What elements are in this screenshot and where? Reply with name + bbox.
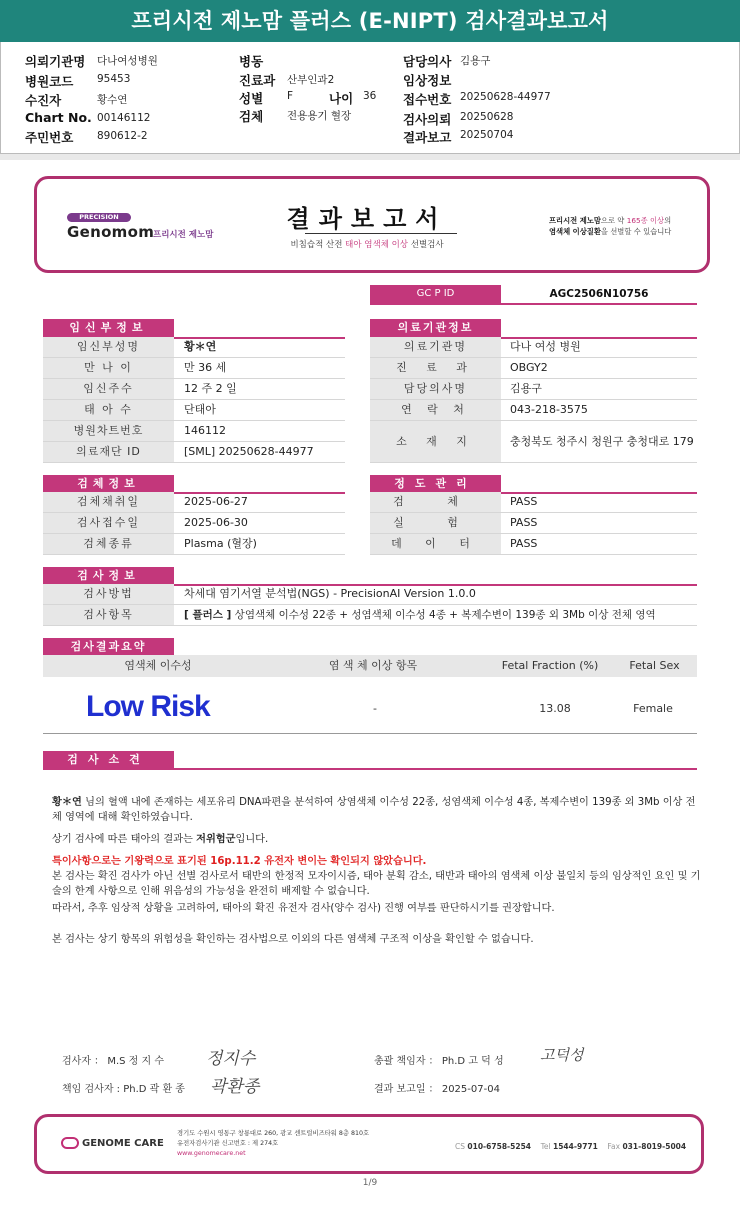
precision-badge: PRECISION	[67, 213, 131, 222]
header-field: 병원코드	[25, 74, 74, 89]
page-number: 1/9	[362, 1178, 378, 1188]
header-field: 수진자	[25, 93, 62, 108]
section-institution-head: 의료기관정보	[370, 319, 501, 337]
header-value: 20250628	[460, 111, 514, 123]
table-row: 임신부성명 황＊연	[43, 337, 345, 358]
section-test-head: 검사정보	[43, 567, 174, 585]
summary-col-sex: Fetal Sex	[629, 659, 680, 672]
section-pregnant-head: 임신부정보	[43, 319, 174, 337]
table-row: 담당의사명 김용구	[370, 379, 697, 400]
section-summary-head: 검사결과요약	[43, 638, 174, 656]
header-field: 성별	[239, 91, 264, 106]
footer-address: 경기도 수원시 영통구 창룡대로 260, 광교 센트럴비즈타워 8층 810호 유전자검사기관 신고번호 : 제 274호 www.genomecare.net	[177, 1130, 370, 1157]
genomom-logo-sub: 프리시전 제노맘	[153, 230, 214, 240]
report-date-line: 결과 보고일 ： 2025-07-04	[374, 1084, 500, 1095]
gcpid-underline	[370, 303, 697, 305]
summary-col-aneuploidy: 염색체 이수성	[124, 659, 192, 672]
section-specimen-head: 검체정보	[43, 475, 174, 493]
genomom-logo: Genomom	[67, 223, 155, 241]
table-row: 의료재단 ID [SML] 20250628-44977	[43, 442, 345, 463]
summary-col-abnormal: 염 색 체 이상 항목	[328, 659, 418, 672]
header-value: 다나여성병원	[97, 55, 158, 67]
genome-care-icon	[61, 1137, 79, 1149]
chief-signature: 고덕성	[540, 1046, 584, 1064]
header-value: 산부인과2	[287, 74, 335, 86]
abnormal-value: -	[373, 702, 377, 715]
report-tagline: 프리시전 제노맘으로 약 165종 이상의 염색체 이상질환을 선별할 수 있습니다	[549, 216, 672, 236]
table-row: 검사방법 차세대 염기서열 분석법(NGS) - PrecisionAI Version 1.0.0	[43, 584, 697, 605]
opinion-special-note: 특이사항으로는 기왕력으로 표기된 16p.11.2 유전자 변이는 확인되지 않았습니다.	[52, 856, 427, 867]
report-header-frame	[34, 176, 710, 273]
opinion-para-2: 상기 검사에 따른 태아의 결과는 저위험군입니다.	[52, 834, 269, 845]
header-field: 주민번호	[25, 130, 74, 145]
responsible-line: 책임 검사자 : Ph.D 곽 환 종	[62, 1084, 185, 1095]
table-row: 소 재 지 충청북도 청주시 청원구 충청대로 179	[370, 421, 697, 463]
responsible-signature: 곽환종	[210, 1077, 260, 1097]
header-value: 전용용기 혈장	[287, 110, 352, 122]
opinion-para-1: 황＊연 님의 혈액 내에 존재하는 세포유리 DNA파편을 분석하여 상염색체 이수성 22종, 성염색체 이수성 4종, 복제수변이 139종 외 3Mb 이상 전체 영역에 대해 확인하였습니다.	[52, 797, 696, 823]
header-field: 접수번호	[403, 92, 452, 107]
table-row: 검사항목 [ 플러스 ] 상염색체 이수성 22종 + 성염색체 이수성 4종 + 복제수변이 139종 외 3Mb 이상 전체 영역	[43, 605, 697, 626]
table-row: 검체채취일 2025-06-27	[43, 492, 345, 513]
table-row: 임신주수 12 주 2 일	[43, 379, 345, 400]
opinion-para-4: 본 검사는 확진 검사가 아닌 선별 검사로서 태반의 한정적 모자이시즘, 태아 분획 감소, 태반과 태아의 염색체 이상 불일치 등의 임상적인 요인 및 기술의 한계 사항으로 인해 위음성의 가능성을 완전히 배제할 수 없습니다.	[52, 871, 701, 897]
header-field: 담당의사	[403, 54, 452, 69]
risk-result: Low Risk	[86, 690, 210, 723]
header-value: 36	[363, 90, 377, 102]
report-title: 프리시전 제노맘 플러스 (E-NIPT) 검사결과보고서	[0, 0, 740, 42]
opinion-para-6: 본 검사는 상기 항목의 위험성을 확인하는 검사법으로 이외의 다른 염색체 구조적 이상을 확인할 수 없습니다.	[52, 934, 534, 945]
chief-line: 총괄 책임자 ： Ph.D 고 덕 성	[374, 1056, 504, 1067]
report-main-title: 결과보고서	[286, 205, 448, 233]
header-value: 00146112	[97, 112, 151, 124]
report-subtitle: 비침습적 산전 태아 염색체 이상 선별검사	[290, 240, 444, 250]
summary-bottom-line	[43, 733, 697, 734]
divider	[0, 154, 740, 160]
gcpid-label: GC P ID	[370, 285, 501, 303]
header-field: 결과보고	[403, 130, 452, 145]
header-field: 병동	[239, 54, 264, 69]
header-field: 검체	[239, 109, 264, 124]
header-value: 20250628-44977	[460, 91, 551, 103]
section-line	[43, 768, 697, 770]
table-row: 검 체 PASS	[370, 492, 697, 513]
footer-contacts: CS 010-6758-5254 Tel 1544-9771 Fax 031-8019-5004	[455, 1142, 687, 1151]
header-value: 김용구	[460, 55, 491, 67]
table-row: 검사접수일 2025-06-30	[43, 513, 345, 534]
table-row: 연 락 처 043-218-3575	[370, 400, 697, 421]
table-row: 검체종류 Plasma (혈장)	[43, 534, 345, 555]
header-field: 검사의뢰	[403, 112, 452, 127]
table-row: 의료기관명 다나 여성 병원	[370, 337, 697, 358]
header-value: 95453	[97, 73, 131, 85]
header-field: 의뢰기관명	[25, 54, 86, 69]
patient-header	[0, 42, 740, 154]
header-value: 황수연	[97, 94, 128, 106]
table-row: 병원차트번호 146112	[43, 421, 345, 442]
header-field: 임상정보	[403, 73, 452, 88]
header-value: F	[287, 90, 294, 102]
genome-care-logo: GENOME CARE	[61, 1137, 164, 1149]
header-field: Chart No.	[25, 110, 92, 125]
table-row: 진 료 과 OBGY2	[370, 358, 697, 379]
sex-value: Female	[633, 702, 673, 715]
section-opinion-head: 검사소견	[43, 751, 174, 769]
footer-frame	[34, 1114, 704, 1174]
table-row: 데 이 터 PASS	[370, 534, 697, 555]
tester-line: 검사자 ： M.S 정 지 수	[62, 1056, 165, 1067]
header-field: 나이	[329, 91, 354, 106]
header-field: 진료과	[239, 73, 276, 88]
summary-col-fraction: Fetal Fraction (%)	[501, 659, 599, 672]
fraction-value: 13.08	[539, 702, 571, 715]
table-row: 태 아 수 단태아	[43, 400, 345, 421]
tester-signature: 정지수	[206, 1049, 256, 1069]
gcpid-value: AGC2506N10756	[549, 288, 649, 300]
table-row: 만 나 이 만 36 세	[43, 358, 345, 379]
title-underline	[305, 233, 457, 234]
opinion-para-5: 따라서, 추후 임상적 상황을 고려하여, 태아의 확진 유전자 검사(양수 검사) 진행 여부를 판단하시기를 권장합니다.	[52, 903, 555, 914]
header-value: 20250704	[460, 129, 514, 141]
header-value: 890612-2	[97, 130, 148, 142]
footer-url[interactable]: www.genomecare.net	[177, 1150, 246, 1157]
table-row: 실 험 PASS	[370, 513, 697, 534]
section-qc-head: 정도관리	[370, 475, 501, 493]
